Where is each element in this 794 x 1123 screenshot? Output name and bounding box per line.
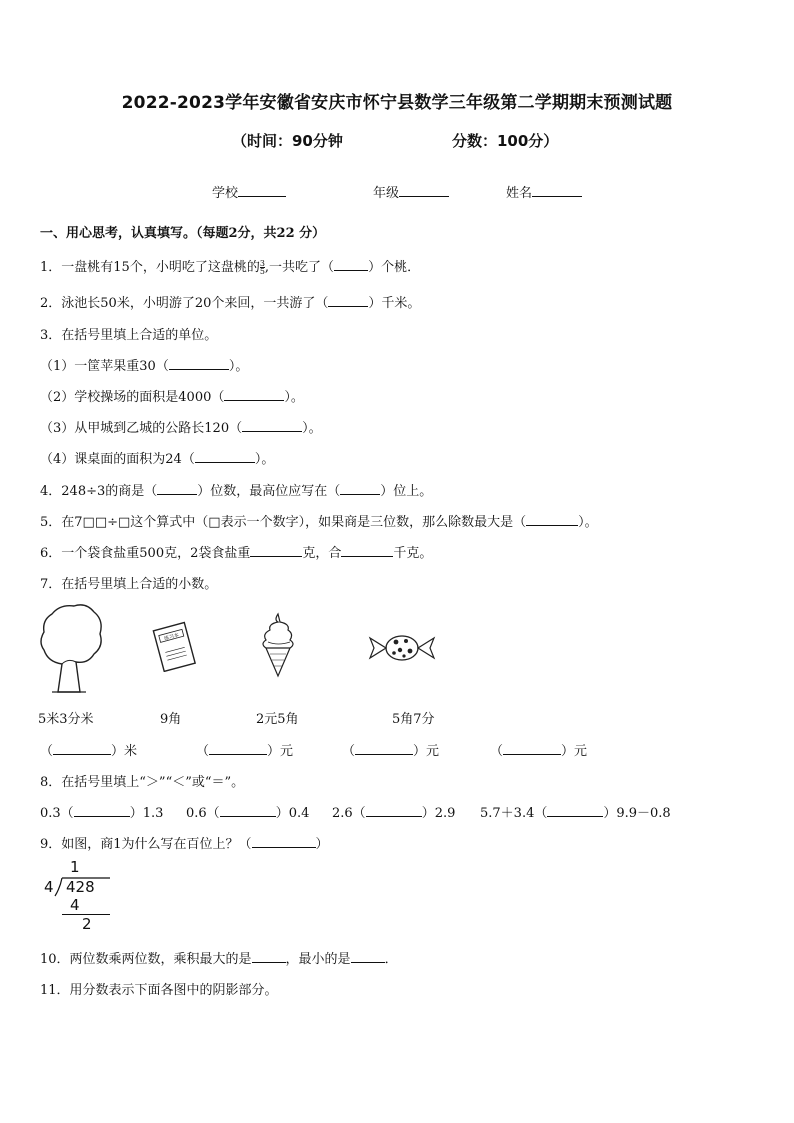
tree-icon (38, 602, 104, 694)
question-3-item-1: （1）一筐苹果重30（ ）。 (40, 359, 249, 374)
question-11: 11．用分数表示下面各图中的阴影部分。 (40, 983, 278, 998)
q8-answer-blank-1[interactable] (74, 805, 130, 817)
question-3-item-4: （4）课桌面的面积为24（ ）。 (40, 452, 275, 467)
notebook-icon (150, 620, 198, 672)
exam-time: （时间：90分钟 (232, 132, 343, 150)
grade-blank[interactable] (399, 185, 449, 197)
q7-label-ice-cream: 2元5角 (256, 712, 299, 727)
division-quotient: 1 (70, 858, 80, 876)
question-7-stem: 7．在括号里填上合适的小数。 (40, 577, 218, 592)
q1-text: 1．一盘桃有15个，小明吃了这盘桃的 (40, 260, 260, 275)
name-blank[interactable] (532, 185, 582, 197)
school-field (212, 182, 286, 201)
q7-answer-blank-1[interactable] (53, 743, 111, 755)
q1-answer-blank[interactable] (334, 259, 368, 271)
q6-answer-blank-2[interactable] (341, 545, 393, 557)
school-blank[interactable] (238, 185, 286, 197)
q9-answer-blank[interactable] (252, 836, 316, 848)
q8-item-1: 0.3（ ）1.3 (40, 806, 164, 821)
q7-answer-blank-4[interactable] (503, 743, 561, 755)
division-product: 4 (70, 896, 80, 914)
question-5: 5．在7□□÷□这个算式中（□表示一个数字），如果商是三位数，那么除数最大是（ ）。 (40, 515, 598, 530)
long-division-figure (40, 858, 120, 936)
q7-answer-blank-2[interactable] (209, 743, 267, 755)
question-3-stem: 3．在括号里填上合适的单位。 (40, 328, 218, 343)
name-field (506, 182, 582, 201)
q8-answer-blank-4[interactable] (547, 805, 603, 817)
page-title: 2022-2023学年安徽省安庆市怀宁县数学三年级第二学期期末预测试题 (121, 93, 673, 113)
q3-3-answer-blank[interactable] (242, 420, 302, 432)
q8-answer-blank-3[interactable] (366, 805, 422, 817)
division-remainder: 2 (82, 915, 92, 933)
q4-answer-blank-1[interactable] (157, 483, 197, 495)
question-9: 9．如图，商1为什么写在百位上？（ ） (40, 837, 329, 852)
q2-answer-blank[interactable] (328, 295, 368, 307)
q8-answer-blank-2[interactable] (220, 805, 276, 817)
q5-answer-blank[interactable] (526, 514, 578, 526)
q7-label-candy: 5角7分 (392, 712, 435, 727)
q7-label-notebook: 9角 (160, 712, 182, 727)
q4-answer-blank-2[interactable] (340, 483, 380, 495)
question-8-stem: 8．在括号里填上“＞”“＜”或“＝”。 (40, 775, 245, 790)
q6-answer-blank-1[interactable] (250, 545, 302, 557)
grade-label: 年级 (373, 186, 400, 201)
q3-1-answer-blank[interactable] (169, 358, 229, 370)
exam-score: 分数：100分） (452, 132, 559, 150)
candy-icon (366, 630, 438, 666)
notebook-cover-label: 练习本 (163, 632, 180, 643)
q3-2-answer-blank[interactable] (224, 389, 284, 401)
question-1: 1．一盘桃有15个，小明吃了这盘桃的 $\frac{3}{5}$ ,一共吃了（ ）个桃． (40, 259, 421, 276)
name-label: 姓名 (506, 186, 533, 201)
q7-answer-2: （ ）元 (196, 744, 294, 759)
q7-answer-1: （ ）米 (40, 744, 138, 759)
q7-answer-3: （ ）元 (342, 744, 440, 759)
grade-field (373, 182, 449, 201)
q3-4-answer-blank[interactable] (195, 451, 255, 463)
question-3-item-2: （2）学校操场的面积是4000（ ）。 (40, 390, 304, 405)
division-divisor: 4 (44, 878, 54, 896)
question-4: 4．248÷3的商是（ ）位数，最高位应写在（ ）位上。 (40, 484, 433, 499)
question-6: 6．一个袋食盐重500克，2袋食盐重 克，合 千克。 (40, 546, 433, 561)
q1-fraction: $\frac{3}{5}$ (259, 259, 265, 276)
q7-answer-4: （ ）元 (490, 744, 588, 759)
q7-answer-blank-3[interactable] (355, 743, 413, 755)
ice-cream-icon (256, 612, 302, 678)
q10-answer-blank-1[interactable] (252, 951, 286, 963)
q8-item-2: 0.6（ ）0.4 (186, 806, 310, 821)
section-heading: 一、用心思考，认真填写。（每题2分，共22 分） (40, 226, 326, 241)
school-label: 学校 (212, 186, 239, 201)
division-dividend: 428 (66, 878, 95, 896)
q8-item-4: 5.7＋3.4（ ）9.9－0.8 (480, 806, 671, 821)
q7-label-tree: 5米3分米 (38, 712, 94, 727)
q8-item-3: 2.6（ ）2.9 (332, 806, 456, 821)
q10-answer-blank-2[interactable] (351, 951, 385, 963)
question-2: 2．泳池长50米，小明游了20个来回，一共游了（ ）千米。 (40, 296, 421, 311)
question-10: 10．两位数乘两位数，乘积最大的是 ，最小的是 ． (40, 952, 398, 967)
question-3-item-3: （3）从甲城到乙城的公路长120（ ）。 (40, 421, 322, 436)
